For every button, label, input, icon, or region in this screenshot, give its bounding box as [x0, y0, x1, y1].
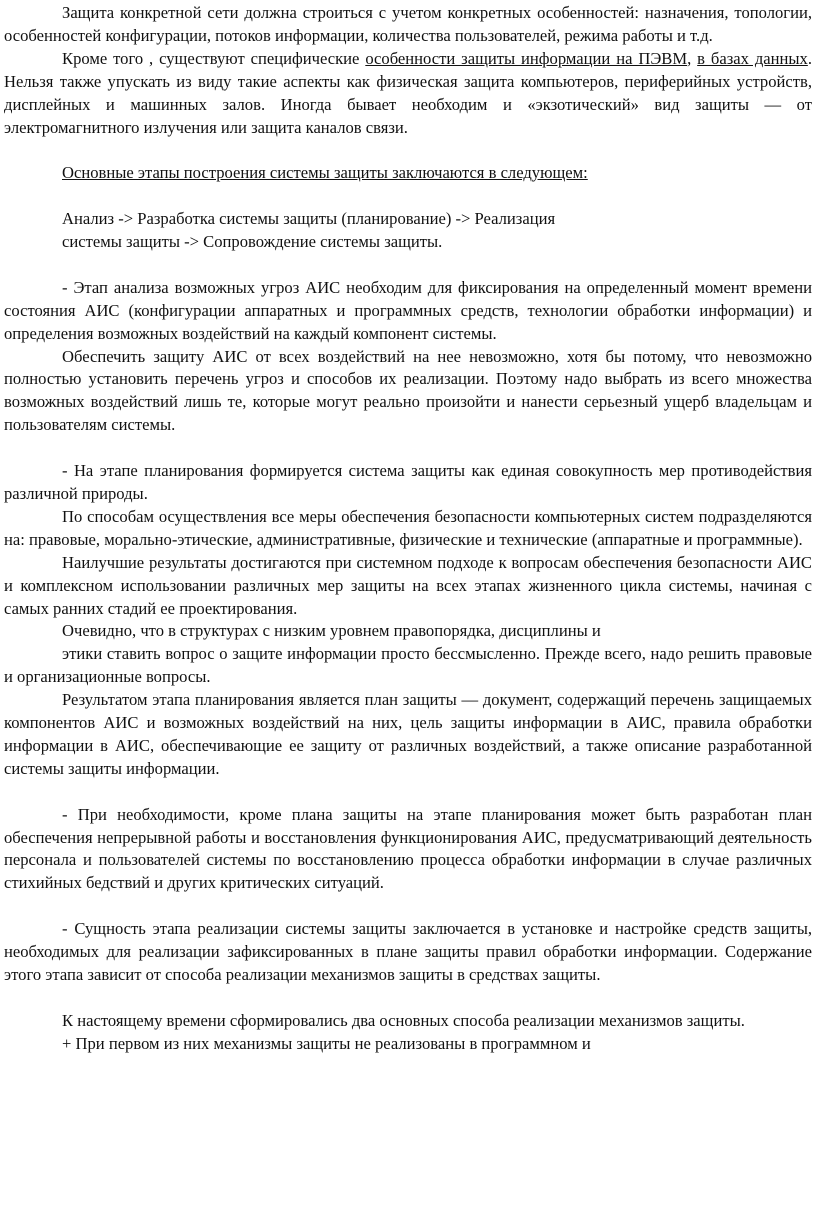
- paragraph-planning-stage: - На этапе планирования формируется система защиты как единая совокупность мер противодействия различной природы.: [4, 461, 812, 503]
- spacer: [4, 254, 812, 277]
- paragraph-implementation-methods: К настоящему времени сформировались два основных способа реализации механизмов защиты.: [62, 1010, 745, 1030]
- spacer: [4, 139, 812, 162]
- stages-line-1: Анализ -> Разработка системы защиты (планирование) -> Реализация: [62, 209, 556, 229]
- spacer: [4, 185, 812, 208]
- text-segment: ,: [687, 48, 698, 68]
- stages-heading-link[interactable]: Основные этапы построения системы защиты заключаются в следующем:: [62, 163, 588, 183]
- stages-line-2: системы защиты -> Сопровождение системы защиты.: [62, 232, 443, 252]
- paragraph-first-method: + При первом из них механизмы защиты не реализованы в программном и: [62, 1033, 591, 1053]
- paragraph-implementation-stage: - Сущность этапа реализации системы защиты заключается в установке и настройке средств защиты, необходимых для реализации зафиксированных в плане защиты правил обработки информации. Содержание этого этапа зависит от способа реализации механизмов защиты в средствах защиты.: [4, 919, 812, 984]
- paragraph-threat-selection: Обеспечить защиту АИС от всех воздействий на нее невозможно, хотя бы потому, что невозможно полностью установить перечень угроз и способов их реализации. Поэтому надо выбрать из всего множества возможных воздействий лишь те, которые могут реально произойти и нанести серьезный ущерб владельцам и пользователям системы.: [4, 346, 812, 435]
- link-databases[interactable]: в базах данных: [697, 48, 808, 68]
- paragraph-specific-features: [4, 48, 812, 140]
- paragraph-network-protection: Защита конкретной сети должна строиться с учетом конкретных особенностей: назначения, топологии, особенностей конфигурации, потоков информации, количества пользователей, режима работы и т.д.: [4, 3, 812, 45]
- stages-heading: [4, 162, 812, 185]
- text-segment: Кроме того , существуют специфические: [62, 48, 366, 68]
- spacer: [4, 895, 812, 918]
- spacer: [4, 987, 812, 1010]
- link-pc-protection[interactable]: особенности защиты информации на ПЭВМ: [365, 48, 688, 68]
- spacer: [4, 781, 812, 804]
- spacer: [4, 437, 812, 460]
- paragraph-continuity-plan: - При необходимости, кроме плана защиты на этапе планирования может быть разработан план обеспечения непрерывной работы и восстановления функционирования АИС, предусматривающий деятельность персонала и пользователей системы по восстановлению процесса обработки информации в случае различных стихийных бедствий и других критических ситуаций.: [4, 804, 812, 893]
- paragraph-analysis-stage: - Этап анализа возможных угроз АИС необходим для фиксирования на определенный момент времени состояния АИС (конфигурации аппаратных и программных средств, технологии обработки информации) и определения возможных воздействий на каждый компонент системы.: [4, 277, 812, 343]
- text-segment: . Нельзя также упускать из виду такие аспекты как физическая защита компьютеров, периферийных устройств, дисплейных и машинных залов. Иногда бывает необходим и «экзотический» вид защиты — от электромагнитного излучения или защита каналов связи.: [4, 48, 813, 137]
- paragraph-measure-types: По способам осуществления все меры обеспечения безопасности компьютерных систем подразделяются на: правовые, морально-этические, административные, физические и технические (аппаратные и программные).: [4, 506, 812, 549]
- paragraph-protection-plan: Результатом этапа планирования является план защиты — документ, содержащий перечень защищаемых компонентов АИС и возможных воздействий на них, цель защиты информации в АИС, правила обработки информации в АИС, обеспечивающие ее защиту от различных воздействий, а также описание разработанной системы защиты информации.: [4, 690, 812, 778]
- paragraph-legal-order-rest: этики ставить вопрос о защите информации просто бессмысленно. Прежде всего, надо решить правовые и организационные вопросы.: [4, 644, 812, 687]
- paragraph-systematic-approach: Наилучшие результаты достигаются при системном подходе к вопросам обеспечения безопасности АИС и комплексном использовании различных мер защиты на всех этапах жизненного цикла системы, начиная с самых ранних стадий ее проектирования.: [4, 552, 812, 618]
- paragraph-legal-order-line: Очевидно, что в структурах с низким уровнем правопорядка, дисциплины и: [62, 621, 601, 641]
